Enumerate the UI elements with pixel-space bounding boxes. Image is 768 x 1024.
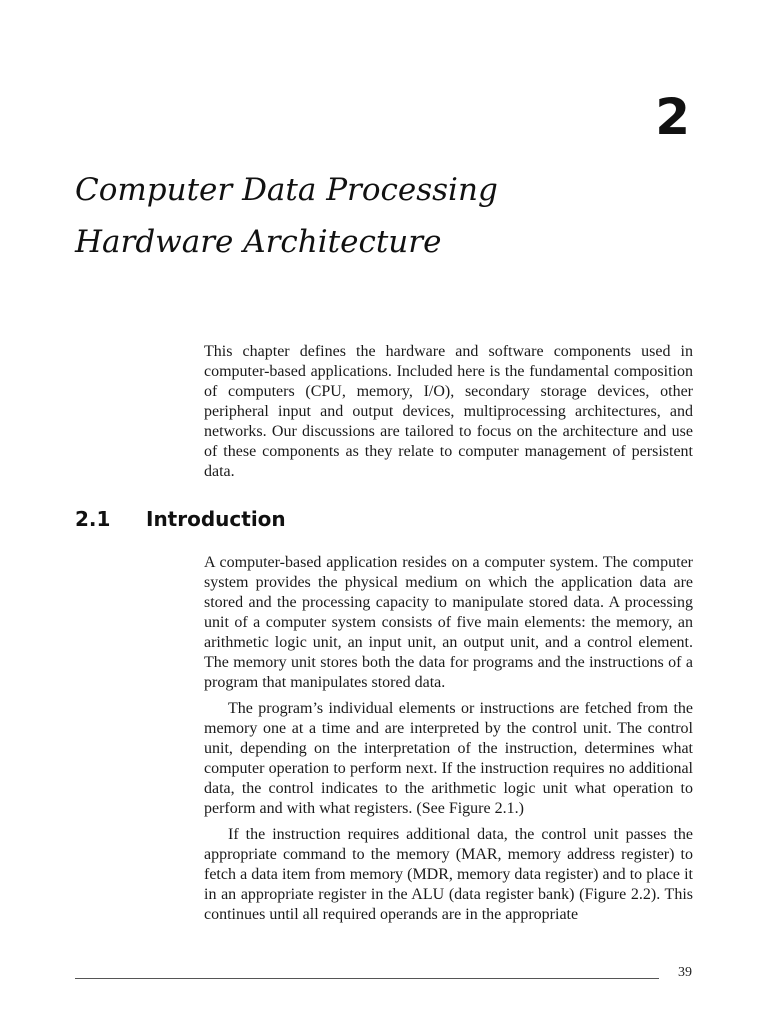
chapter-title-line-1: Computer Data Processing xyxy=(75,172,498,208)
footer-rule xyxy=(75,978,659,979)
section-heading xyxy=(75,505,695,535)
section-body xyxy=(204,553,693,931)
body-paragraph: The program’s individual elements or instructions are fetched from the memory one at a time and are interpreted by the control unit. The control unit, depending on the interpretation of the instruction, determines what computer operation to perform next. If the instruction requires no additional data, the control indicates to the arithmetic logic unit what operation to perform and with what registers. (See Figure 2.1.) xyxy=(204,700,693,817)
chapter-title xyxy=(75,164,695,268)
body-paragraph: If the instruction requires additional data, the control unit passes the appropriate command to the memory (MAR, memory address register) to fetch a data item from memory (MDR, memory data register) and to place it in an appropriate register in the ALU (data register bank) (Figure 2.2). This continues until all required operands are in the appropriate xyxy=(204,826,693,923)
chapter-number: 2 xyxy=(655,88,690,146)
section-number: 2.1 xyxy=(75,507,111,531)
section-title: Introduction xyxy=(146,507,286,531)
page-number: 39 xyxy=(678,965,692,980)
chapter-title-line-2: Hardware Architecture xyxy=(75,224,442,260)
chapter-intro-paragraph: This chapter defines the hardware and software components used in computer-based applications. Included here is the fundamental composition of computers (CPU, memory, I/O), secondary storage devices, other peripheral input and output devices, multiprocessing architectures, and networks. Our discussions are tailored to focus on the architecture and use of these components as they relate to computer management of persistent data. xyxy=(204,343,693,480)
body-paragraph: A computer-based application resides on a computer system. The computer system provides the physical medium on which the application data are stored and the processing capacity to manipulate stored data. A processing unit of a computer system consists of five main elements: the memory, an arithmetic logic unit, an input unit, an output unit, and a control element. The memory unit stores both the data for programs and the instructions of a program that manipulates stored data. xyxy=(204,554,693,691)
